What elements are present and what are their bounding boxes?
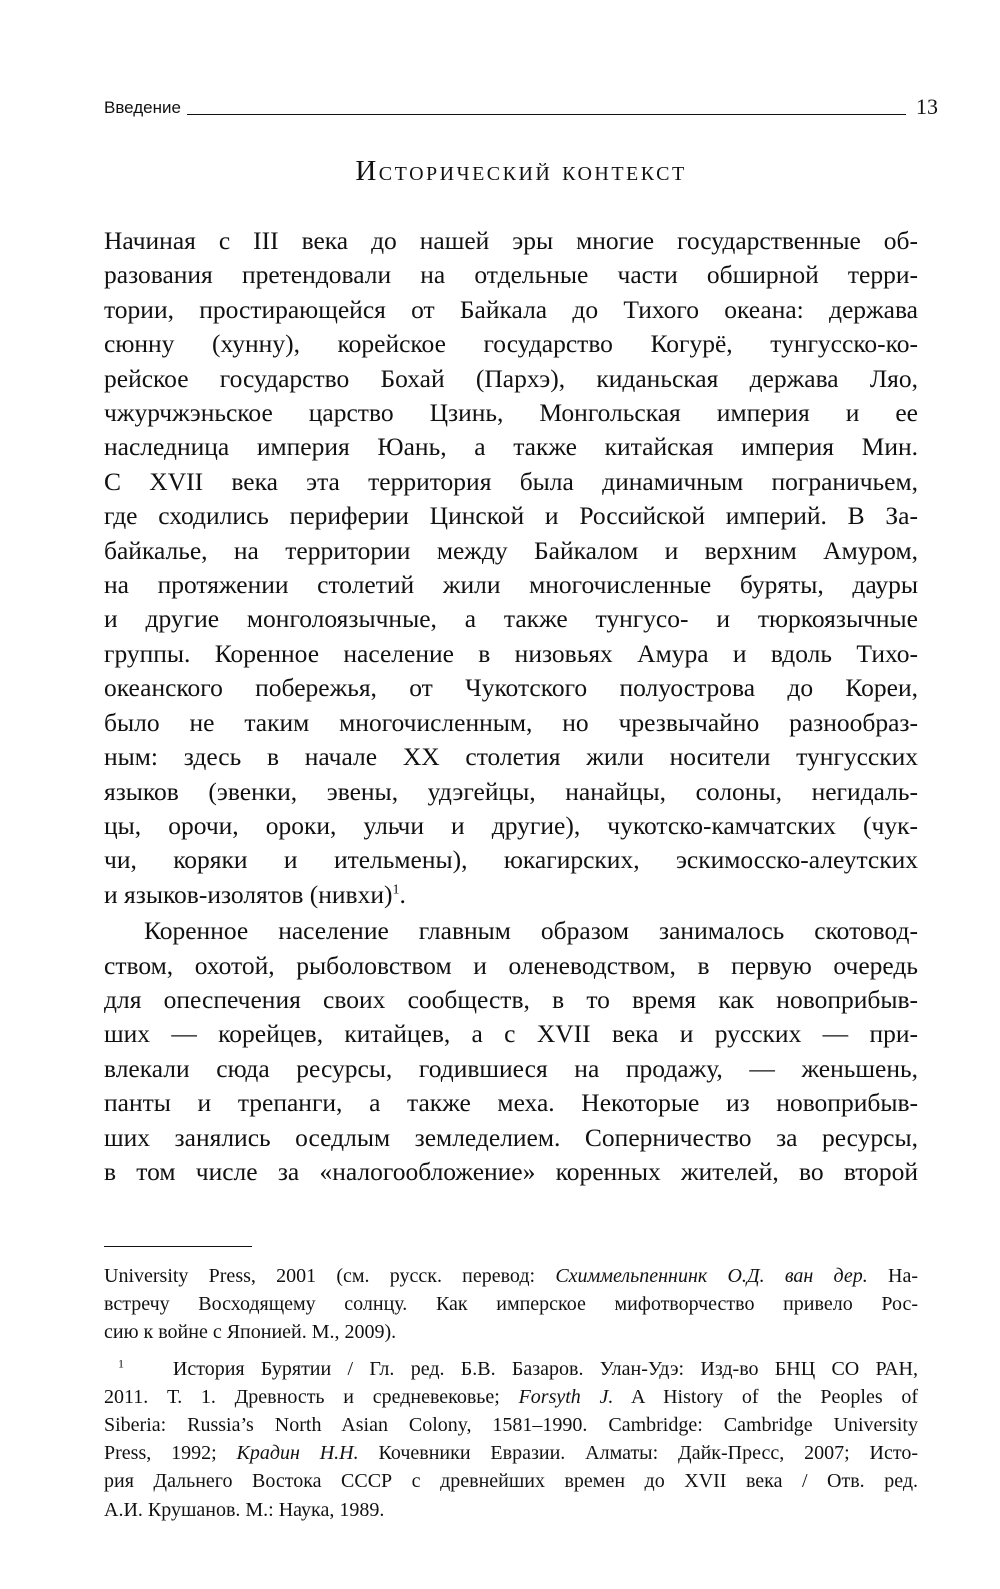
text-line: наследница империя Юань, а также китайская империя Мин.: [104, 432, 918, 462]
text-line: ших занялись оседлым земледелием. Соперничество за ресурсы,: [104, 1122, 918, 1152]
text-line-last: и языков-изолятов (нивхи)$^1$.: [104, 879, 406, 909]
footnote-text: University Press, 2001 (см. русск. перевод:: [104, 1265, 556, 1287]
text-line: цы, орочи, ороки, ульчи и другие), чукотско-камчатских (чук-: [104, 810, 918, 840]
footnote-divider: [104, 1246, 252, 1247]
footnote-author: Крадин Н.Н.: [236, 1442, 359, 1465]
footnote-reference[interactable]: 1: [392, 882, 400, 898]
text-line: языков (эвенки, эвены, удэгейцы, нанайцы, солоны, негидаль-: [104, 776, 918, 806]
footnote-author: Схиммельпеннинк О.Д. ван дер.: [555, 1265, 868, 1287]
footnote-author: Forsyth J.: [518, 1385, 614, 1408]
footnote-line: [104, 1439, 918, 1467]
footnote-text: На-: [867, 1265, 918, 1287]
text-line: океанского побережья, от Чукотского полуострова до Кореи,: [104, 673, 918, 703]
footnote-line: [104, 1262, 918, 1290]
body-text: [104, 224, 918, 1189]
text-line: панты и трепанги, а также меха. Некоторые из новоприбыв-: [104, 1088, 918, 1118]
page-number: 13: [916, 94, 938, 119]
footnote-line: А.И. Крушанов. М.: Наука, 1989.: [104, 1498, 385, 1521]
footnote-text: Кочевники Евразии. Алматы: Дайк-Пресс, 2007; Исто-: [358, 1442, 918, 1465]
text-line: было не таким многочисленным, но чрезвычайно разнообраз-: [104, 707, 918, 737]
text-line: рейское государство Бохай (Пархэ), киданьская держава Ляо,: [104, 363, 918, 393]
footnote-line: встречу Восходящему солнцу. Как имперское мифотворчество привело Рос-: [104, 1293, 918, 1316]
text-line: ших — корейцев, китайцев, а с XVII века и русских — при-: [104, 1019, 918, 1049]
running-head-rule: [187, 114, 906, 115]
text-line: в том числе за «налогообложение» коренных жителей, во второй: [104, 1156, 918, 1186]
text-line: для опеспечения своих сообществ, в то время как новоприбыв-: [104, 984, 918, 1014]
text-line: и другие монголоязычные, а также тунгусо- и тюркоязычные: [104, 604, 918, 634]
running-head-section: Введение: [104, 98, 181, 117]
running-head: [104, 88, 938, 118]
text-line: чжурчжэньское царство Цзинь, Монгольская империя и ее: [104, 398, 918, 428]
text-line: ным: здесь в начале XX столетия жили носители тунгусских: [104, 742, 918, 772]
footnote-1: [104, 1355, 918, 1524]
text-line: Коренное население главным образом занималось скотовод-: [144, 916, 918, 946]
footnote-gap: [104, 1347, 918, 1355]
text-line: на протяжении столетий жили многочисленные буряты, дауры: [104, 570, 918, 600]
text-line: ством, охотой, рыболовством и оленеводством, в первую очередь: [104, 950, 918, 980]
text-line: тории, простирающейся от Байкала до Тихого океана: держава: [104, 294, 918, 324]
footnote-line: рия Дальнего Востока СССР с древнейших времен до XVII века / Отв. ред.: [104, 1470, 918, 1493]
chapter-title: Исторический контекст: [355, 155, 687, 187]
text-line: байкалье, на территории между Байкалом и верхним Амуром,: [104, 535, 918, 565]
text-line: группы. Коренное население в низовьях Амура и вдоль Тихо-: [104, 638, 918, 668]
text-line: С XVII века эта территория была динамичным пограничьем,: [104, 466, 918, 496]
footnote-text: История Бурятии / Гл. ред. Б.В. Базаров. Улан-Удэ: Изд-во БНЦ СО РАН,: [172, 1357, 918, 1380]
text-line: чи, коряки и ительмены), юкагирских, эскимосско-алеутских: [104, 845, 918, 875]
footnote-line: сию к войне с Японией. М., 2009).: [104, 1321, 397, 1344]
text-line-last-content: и языков-изолятов (нивхи): [104, 879, 393, 909]
text-line: влекали сюда ресурсы, годившиеся на продажу, — женьшень,: [104, 1053, 918, 1083]
footnote-line: [104, 1383, 918, 1411]
text-line: сюнну (хунну), корейское государство Когурё, тунгусско-ко-: [104, 329, 918, 359]
footnote-text: Press, 1992;: [104, 1442, 237, 1465]
footnote-number: 1: [118, 1355, 124, 1370]
text-line: Начиная с III века до нашей эры многие государственные об-: [104, 226, 918, 255]
text-line: разования претендовали на отдельные части обширной терри-: [104, 260, 918, 290]
footnote-line: [104, 1355, 918, 1383]
footnote-line: Siberia: Russia’s North Asian Colony, 1581–1990. Cambridge: Cambridge University: [104, 1414, 918, 1437]
text-line: где сходились периферии Цинской и Российской империй. В За-: [104, 501, 918, 531]
footnote-text: A History of the Peoples of: [613, 1385, 918, 1408]
footnote-continuation: [104, 1262, 918, 1347]
footnote-text: 2011. Т. 1. Древность и средневековье;: [104, 1385, 519, 1408]
paragraph-1: [104, 224, 918, 912]
paragraph-2: [104, 914, 918, 1189]
footnotes: [104, 1262, 918, 1524]
